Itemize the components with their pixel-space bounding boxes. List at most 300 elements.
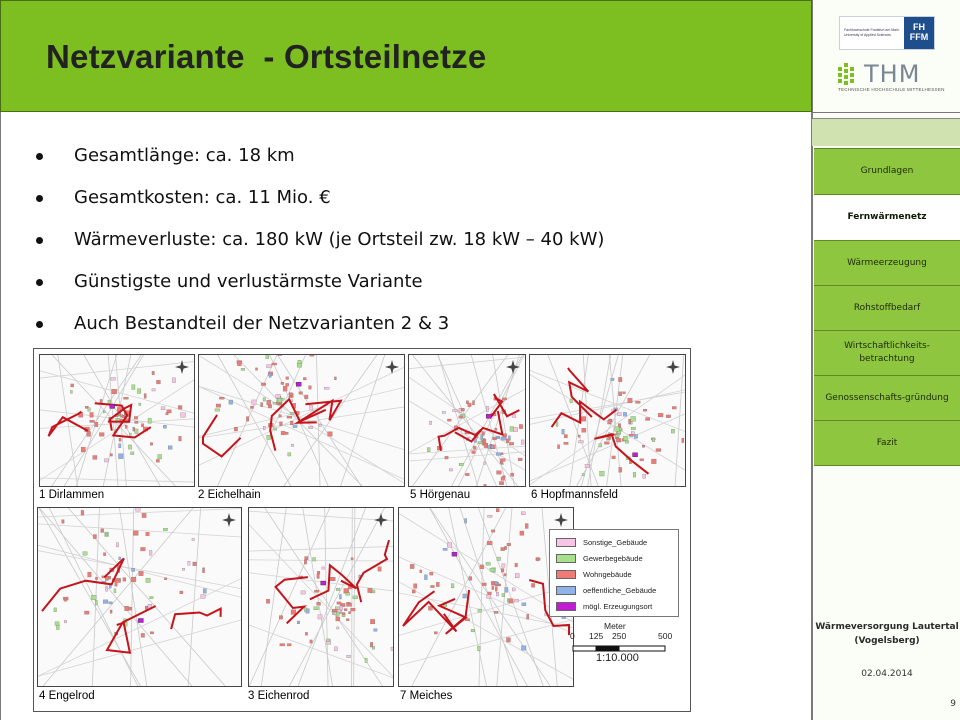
legend-swatch bbox=[556, 602, 576, 611]
field-boundary bbox=[399, 620, 573, 666]
building bbox=[347, 603, 352, 606]
building bbox=[139, 403, 141, 405]
building bbox=[370, 642, 373, 647]
building bbox=[64, 620, 66, 623]
building bbox=[192, 538, 194, 540]
scale-tick: 500 bbox=[658, 631, 673, 641]
map-panel-label: 7 Meiches bbox=[400, 690, 453, 702]
building bbox=[101, 529, 104, 533]
building bbox=[619, 428, 621, 431]
building bbox=[273, 402, 276, 404]
building bbox=[512, 588, 515, 591]
building bbox=[484, 462, 486, 465]
thm-logo-mark: THM bbox=[864, 60, 921, 88]
building bbox=[152, 371, 154, 374]
map-drawing bbox=[530, 355, 685, 486]
building bbox=[459, 416, 463, 418]
building bbox=[279, 415, 281, 417]
building bbox=[615, 427, 620, 432]
north-arrow-icon bbox=[222, 513, 236, 527]
building bbox=[337, 602, 341, 604]
building bbox=[286, 377, 289, 380]
building bbox=[496, 509, 499, 512]
building bbox=[581, 417, 586, 422]
building bbox=[616, 438, 620, 442]
building bbox=[288, 453, 291, 456]
nav-item-label: Rohstoffbedarf bbox=[853, 302, 921, 313]
heat-network-line bbox=[403, 591, 456, 631]
nav-item-rohstoffbedarf[interactable] bbox=[814, 285, 960, 330]
nav-item-label: Wärmeerzeugung bbox=[847, 257, 927, 268]
building bbox=[374, 629, 378, 631]
building bbox=[351, 608, 356, 611]
building bbox=[303, 377, 306, 379]
building bbox=[339, 606, 343, 610]
building bbox=[172, 378, 175, 383]
nav-item-label: Fazit bbox=[876, 437, 898, 448]
field-boundary bbox=[409, 446, 525, 454]
nav-item-fazit[interactable] bbox=[814, 420, 960, 466]
building bbox=[617, 413, 621, 416]
building bbox=[290, 412, 294, 414]
building bbox=[513, 427, 517, 431]
field-boundary bbox=[438, 355, 497, 486]
building bbox=[283, 386, 287, 391]
sidebar-divider bbox=[812, 112, 960, 113]
field-boundary bbox=[38, 620, 241, 676]
building bbox=[480, 565, 484, 569]
building bbox=[301, 591, 306, 594]
building bbox=[459, 463, 463, 466]
building bbox=[122, 415, 124, 417]
building bbox=[81, 447, 85, 452]
building bbox=[564, 435, 567, 438]
map-panel-label: 1 Dirlammen bbox=[39, 489, 105, 501]
building bbox=[88, 572, 92, 577]
thm-logo-text: TECHNISCHE HOCHSCHULE MITTELHESSEN bbox=[838, 87, 945, 92]
north-arrow-icon bbox=[374, 513, 388, 527]
building bbox=[293, 425, 297, 428]
building bbox=[114, 589, 116, 593]
thm-dots-icon bbox=[838, 63, 862, 85]
building bbox=[672, 406, 676, 409]
nav-item-label: Wirtschaftlichkeits-betrachtung bbox=[844, 341, 930, 364]
building bbox=[297, 621, 300, 624]
field-boundary bbox=[199, 387, 404, 436]
building bbox=[278, 355, 282, 356]
generation-site-marker bbox=[296, 382, 301, 386]
scale-tick: 0 bbox=[570, 631, 575, 641]
building bbox=[459, 408, 461, 412]
building bbox=[119, 438, 121, 441]
building bbox=[478, 609, 482, 612]
building bbox=[317, 574, 319, 579]
bullet-dot-icon bbox=[36, 279, 43, 286]
building bbox=[93, 535, 96, 539]
map-panel-eichenrod bbox=[248, 507, 394, 687]
heat-network-line bbox=[171, 609, 221, 630]
building bbox=[111, 377, 116, 380]
footer-date: 02.04.2014 bbox=[861, 669, 913, 679]
bullet-text: Gesamtkosten: ca. 11 Mio. € bbox=[74, 187, 331, 208]
field-boundary bbox=[248, 355, 306, 486]
building bbox=[141, 633, 145, 637]
building bbox=[491, 446, 493, 449]
building bbox=[478, 442, 481, 444]
fh-ffm-logo-mark: FH FFM bbox=[904, 17, 934, 49]
building bbox=[499, 482, 503, 485]
building bbox=[314, 590, 319, 592]
building bbox=[465, 473, 469, 475]
building bbox=[130, 452, 133, 455]
building bbox=[291, 444, 293, 446]
building bbox=[347, 655, 351, 658]
building bbox=[505, 587, 508, 592]
building bbox=[267, 435, 271, 439]
building bbox=[391, 647, 393, 650]
building bbox=[146, 532, 149, 536]
field-boundary bbox=[199, 367, 404, 465]
building bbox=[279, 616, 282, 620]
building bbox=[461, 408, 464, 411]
building bbox=[447, 419, 451, 421]
north-arrow-icon bbox=[554, 513, 568, 527]
building bbox=[317, 602, 321, 605]
building bbox=[319, 424, 321, 426]
building bbox=[314, 607, 319, 610]
building bbox=[430, 572, 433, 575]
building bbox=[142, 513, 146, 517]
generation-site-marker bbox=[633, 453, 638, 457]
building bbox=[342, 615, 345, 617]
building bbox=[281, 382, 284, 384]
building bbox=[201, 595, 205, 599]
building bbox=[623, 436, 627, 441]
building bbox=[148, 418, 151, 423]
building bbox=[449, 469, 453, 471]
building bbox=[145, 606, 148, 609]
thm-logo bbox=[836, 60, 945, 94]
building bbox=[125, 425, 127, 428]
building bbox=[579, 441, 584, 443]
legend-label: Wohngebäude bbox=[583, 569, 632, 579]
building bbox=[135, 421, 138, 423]
field-boundary bbox=[493, 355, 515, 486]
building bbox=[134, 416, 137, 419]
building bbox=[628, 398, 632, 403]
building bbox=[556, 422, 558, 427]
building bbox=[490, 568, 494, 571]
building bbox=[483, 439, 486, 444]
building bbox=[465, 619, 469, 621]
field-boundary bbox=[39, 508, 192, 686]
building bbox=[491, 581, 495, 584]
building bbox=[631, 427, 635, 429]
building bbox=[640, 459, 644, 461]
building bbox=[336, 617, 340, 621]
building bbox=[276, 394, 281, 398]
building bbox=[95, 422, 98, 427]
building bbox=[488, 445, 491, 448]
building bbox=[625, 441, 628, 443]
building bbox=[161, 407, 165, 410]
nav-item-label: Fernwärmenetz bbox=[847, 212, 927, 222]
nav-item-label: Genossenschafts-gründung bbox=[825, 392, 949, 403]
bullet-text: Gesamtlänge: ca. 18 km bbox=[74, 145, 295, 166]
building bbox=[612, 456, 616, 459]
building bbox=[652, 438, 654, 442]
building bbox=[93, 455, 97, 459]
building bbox=[515, 563, 518, 567]
bullet-text: Auch Bestandteil der Netzvarianten 2 & 3 bbox=[74, 313, 450, 334]
slide-title: Netzvariante - Ortsteilnetze bbox=[46, 38, 487, 75]
building bbox=[414, 584, 417, 589]
building bbox=[263, 426, 265, 430]
building bbox=[266, 599, 269, 603]
field-boundary bbox=[188, 508, 200, 686]
field-boundary bbox=[452, 355, 523, 486]
bullet-dot-icon bbox=[36, 321, 43, 328]
building bbox=[502, 564, 505, 567]
building bbox=[133, 427, 135, 431]
building bbox=[615, 435, 619, 438]
building bbox=[511, 473, 514, 476]
building bbox=[557, 445, 559, 449]
building bbox=[501, 477, 505, 481]
building bbox=[164, 578, 167, 580]
building bbox=[158, 455, 162, 459]
building bbox=[504, 546, 506, 549]
building bbox=[156, 459, 159, 462]
building bbox=[651, 459, 656, 464]
building bbox=[434, 632, 437, 634]
field-boundary bbox=[249, 625, 393, 678]
scale-ratio: 1:10.000 bbox=[596, 652, 639, 664]
building bbox=[269, 373, 271, 377]
map-drawing bbox=[38, 508, 241, 686]
bullet-item bbox=[34, 266, 794, 308]
building bbox=[564, 442, 568, 444]
building bbox=[139, 571, 144, 575]
building bbox=[334, 377, 336, 380]
building bbox=[105, 533, 107, 536]
nav-item-genossenschaft[interactable] bbox=[814, 375, 960, 420]
nav-item-grundlagen[interactable] bbox=[814, 148, 960, 194]
building bbox=[234, 427, 237, 431]
building bbox=[424, 575, 427, 580]
building bbox=[349, 611, 351, 613]
field-boundary bbox=[261, 508, 286, 686]
building bbox=[370, 619, 374, 624]
building bbox=[287, 416, 292, 418]
map-panel-hoergenau bbox=[408, 354, 526, 487]
building bbox=[203, 589, 206, 593]
building bbox=[497, 471, 502, 474]
map-panel-label: 3 Eichenrod bbox=[248, 690, 310, 702]
building bbox=[646, 418, 650, 421]
building bbox=[328, 432, 333, 436]
field-boundary bbox=[497, 508, 512, 686]
building bbox=[582, 428, 586, 432]
building bbox=[182, 568, 185, 570]
building bbox=[346, 593, 350, 596]
building bbox=[332, 609, 337, 612]
building bbox=[163, 425, 166, 428]
scale-unit: Meter bbox=[604, 621, 626, 631]
building bbox=[501, 547, 505, 550]
building bbox=[103, 553, 105, 556]
building bbox=[290, 421, 293, 425]
building bbox=[150, 632, 154, 634]
building bbox=[135, 429, 138, 434]
building bbox=[488, 592, 492, 595]
building bbox=[241, 368, 245, 370]
building bbox=[520, 531, 524, 535]
building bbox=[486, 406, 488, 411]
map-panel-meiches bbox=[398, 507, 574, 687]
building bbox=[310, 405, 313, 410]
scale-tick: 125 bbox=[589, 631, 604, 641]
building bbox=[671, 429, 674, 433]
building bbox=[488, 515, 493, 517]
building bbox=[484, 484, 486, 486]
building bbox=[146, 578, 150, 582]
field-boundary bbox=[476, 355, 519, 486]
building bbox=[304, 607, 306, 611]
building bbox=[436, 582, 439, 586]
building bbox=[465, 519, 467, 524]
building bbox=[500, 459, 505, 462]
building bbox=[365, 658, 367, 662]
building bbox=[261, 403, 263, 407]
building bbox=[525, 524, 528, 529]
building bbox=[166, 413, 168, 415]
building bbox=[128, 445, 131, 449]
bullet-item bbox=[34, 182, 794, 224]
field-boundary bbox=[413, 355, 518, 486]
building bbox=[445, 456, 448, 459]
building bbox=[472, 451, 475, 454]
building bbox=[515, 599, 519, 602]
map-drawing bbox=[409, 355, 525, 486]
building bbox=[110, 454, 112, 456]
building bbox=[106, 587, 108, 592]
map-drawing bbox=[249, 508, 393, 686]
building bbox=[305, 395, 309, 399]
building bbox=[266, 355, 269, 359]
building bbox=[623, 412, 626, 416]
field-boundary bbox=[530, 390, 685, 424]
building bbox=[619, 467, 622, 472]
building bbox=[246, 417, 249, 422]
building bbox=[443, 548, 447, 550]
building bbox=[447, 543, 452, 548]
building bbox=[346, 619, 349, 621]
field-boundary bbox=[38, 551, 241, 589]
nav-item-wirtschaftlichkeit[interactable] bbox=[814, 330, 960, 375]
building bbox=[506, 638, 510, 642]
building bbox=[280, 422, 283, 426]
building bbox=[463, 594, 467, 598]
building bbox=[494, 611, 498, 613]
building bbox=[344, 609, 347, 611]
building bbox=[327, 639, 330, 642]
building bbox=[635, 401, 640, 403]
building bbox=[500, 462, 503, 464]
legend-item bbox=[556, 566, 672, 582]
building bbox=[163, 528, 167, 531]
building bbox=[496, 453, 500, 456]
building bbox=[623, 392, 626, 394]
building bbox=[310, 355, 314, 356]
building bbox=[150, 596, 154, 598]
building bbox=[466, 401, 468, 404]
nav-item-waermeerzeugung[interactable] bbox=[814, 240, 960, 285]
building bbox=[431, 585, 435, 587]
building bbox=[518, 458, 522, 461]
building bbox=[148, 604, 152, 607]
building bbox=[215, 409, 220, 411]
building bbox=[71, 384, 74, 387]
building bbox=[495, 428, 497, 430]
building bbox=[180, 591, 183, 594]
building bbox=[487, 595, 491, 599]
building bbox=[291, 610, 296, 615]
building bbox=[504, 574, 506, 577]
field-boundary bbox=[38, 579, 241, 677]
map-panel-hopfmannsfeld bbox=[529, 354, 686, 487]
building bbox=[116, 578, 120, 581]
building bbox=[179, 436, 182, 441]
building bbox=[495, 581, 497, 584]
field-boundary bbox=[289, 508, 384, 686]
page-number: 9 bbox=[950, 699, 956, 709]
legend-label: Gewerbegebäude bbox=[583, 553, 643, 563]
building bbox=[451, 584, 454, 588]
field-boundary bbox=[530, 375, 685, 485]
building bbox=[237, 361, 241, 366]
building bbox=[95, 577, 97, 579]
building bbox=[482, 583, 486, 586]
building bbox=[229, 400, 233, 404]
map-panel-eichelhain bbox=[198, 354, 405, 487]
building bbox=[261, 383, 266, 386]
building bbox=[180, 413, 185, 418]
building bbox=[527, 614, 529, 619]
building bbox=[501, 453, 503, 455]
building bbox=[562, 429, 564, 434]
building bbox=[317, 571, 320, 574]
building bbox=[611, 378, 614, 380]
bullet-item bbox=[34, 224, 794, 266]
building bbox=[324, 387, 329, 389]
generation-site-marker bbox=[321, 581, 326, 585]
building bbox=[643, 409, 647, 411]
building bbox=[132, 568, 135, 571]
building bbox=[132, 385, 135, 390]
building bbox=[123, 578, 126, 582]
generation-site-marker bbox=[452, 552, 457, 556]
map-drawing bbox=[399, 508, 573, 686]
building bbox=[104, 459, 108, 462]
building bbox=[521, 646, 526, 650]
building bbox=[428, 606, 432, 610]
nav-item-fernwaermenetz[interactable] bbox=[814, 194, 960, 240]
building bbox=[509, 442, 513, 445]
building bbox=[84, 611, 88, 614]
fh-ffm-logo-text: Fachhochschule Frankfurt am Main University of Applied Sciences bbox=[844, 28, 899, 37]
network-map-figure bbox=[33, 348, 691, 712]
